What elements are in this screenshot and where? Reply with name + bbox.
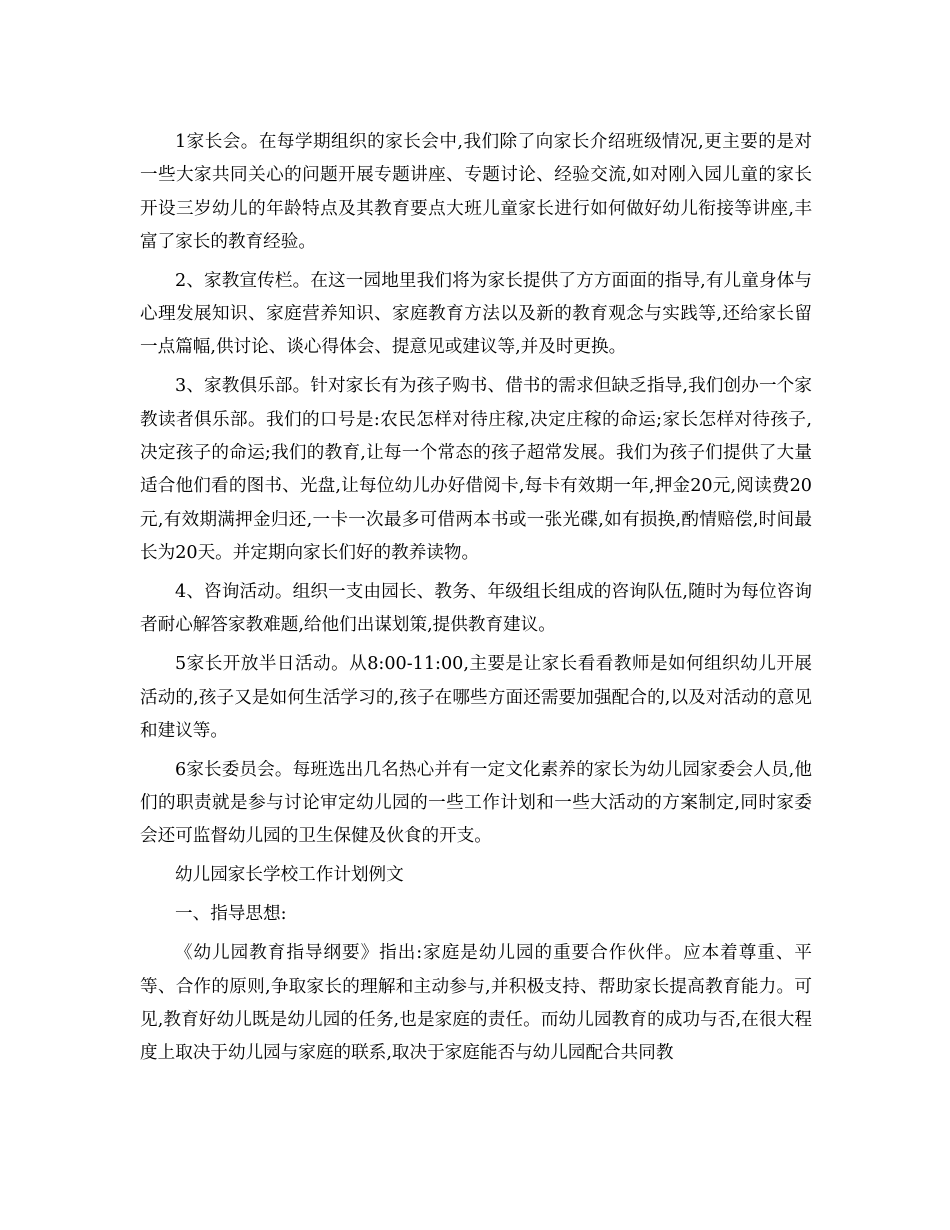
paragraph-bulletin-board: 2、家教宣传栏。在这一园地里我们将为家长提供了方方面面的指导,有儿童身体与心理发展知识、家庭营养知识、家庭教育方法以及新的教育观念与实践等,还给家长留一点篇幅,供讨论、谈心得体会、提意见或建议等,并及时更换。 [140, 270, 812, 358]
section-heading-guiding-thought: 一、指导思想: [175, 904, 287, 925]
paragraph-open-day: 5家长开放半日活动。从8:00-11:00,主要是让家长看看教师是如何组织幼儿开展活动的,孩子又是如何生活学习的,孩子在哪些方面还需要加强配合的,以及对活动的意见和建议等。 [140, 654, 812, 741]
paragraph-parent-meeting: 1家长会。在每学期组织的家长会中,我们除了向家长介绍班级情况,更主要的是对一些大家共同关心的问题开展专题讲座、专题讨论、经验交流,如对刚入园儿童的家长开设三岁幼儿的年龄特点及其教育要点大班儿童家长进行如何做好幼儿衔接等讲座,丰富了家长的教育经验。 [140, 132, 812, 252]
paragraph-parent-committee: 6家长委员会。每班选出几名热心并有一定文化素养的家长为幼儿园家委会人员,他们的职责就是参与讨论审定幼儿园的一些工作计划和一些大活动的方案制定,同时家委会还可监督幼儿园的卫生保健及伙食的开支。 [140, 759, 812, 847]
document-body [140, 126, 812, 1076]
section-title: 幼儿园家长学校工作计划例文 [175, 865, 404, 886]
paragraph-guiding-thought: 《幼儿园教育指导纲要》指出:家庭是幼儿园的重要合作伙伴。应本着尊重、平等、合作的原则,争取家长的理解和主动参与,并积极支持、帮助家长提高教育能力。可见,教育好幼儿既是幼儿园的任务,也是家庭的责任。而幼儿园教育的成功与否,在很大程度上取决于幼儿园与家庭的联系,取决于家庭能否与幼儿园配合共同教 [140, 943, 812, 1064]
paragraph-education-club: 3、家教俱乐部。针对家长有为孩子购书、借书的需求但缺乏指导,我们创办一个家教读者俱乐部。我们的口号是:农民怎样对待庄稼,决定庄稼的命运;家长怎样对待孩子,决定孩子的命运;我们的教育,让每一个常态的孩子超常发展。我们为孩子们提供了大量适合他们看的图书、光盘,让每位幼儿办好借阅卡,每卡有效期一年,押金20元,阅读费20元,有效期满押金归还,一卡一次最多可借两本书或一张光碟,如有损换,酌情赔偿,时间最长为20天。并定期向家长们好的教养读物。 [140, 376, 812, 563]
paragraph-consulting: 4、咨询活动。组织一支由园长、教务、年级组长组成的咨询队伍,随时为每位咨询者耐心解答家教难题,给他们出谋划策,提供教育建议。 [140, 581, 812, 636]
